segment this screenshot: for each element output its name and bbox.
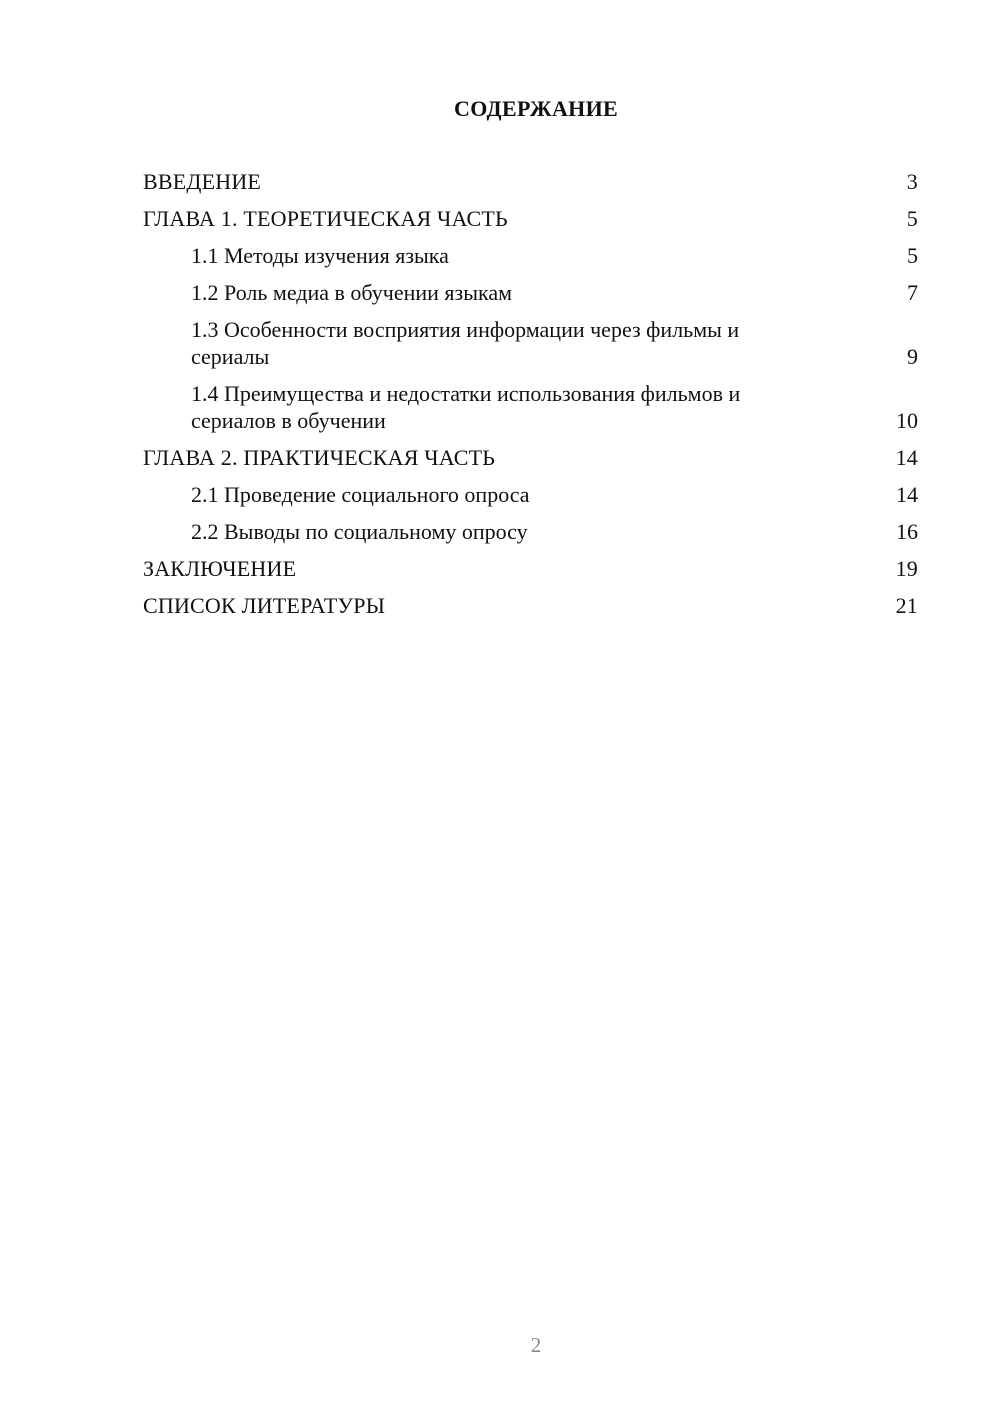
toc-entry-chapter-1[interactable] xyxy=(143,205,918,232)
toc-entry-page: 9 xyxy=(907,344,918,369)
toc-entry-introduction[interactable] xyxy=(143,168,918,195)
toc-entry-section-2-2[interactable] xyxy=(143,518,918,545)
toc-entry-label: 2.1 Проведение социального опроса xyxy=(191,482,530,507)
toc-entry-page: 19 xyxy=(895,556,918,581)
toc-entry-section-1-2[interactable] xyxy=(143,279,918,306)
page-number: 2 xyxy=(530,1333,542,1357)
toc-entry-page: 14 xyxy=(896,482,918,507)
toc-entry-references[interactable] xyxy=(143,592,918,619)
toc-entry-page: 10 xyxy=(896,408,918,433)
table-of-contents xyxy=(143,168,918,629)
page-title: СОДЕРЖАНИЕ xyxy=(454,96,618,121)
toc-entry-section-1-4[interactable] xyxy=(143,380,918,434)
toc-entry-section-2-1[interactable] xyxy=(143,481,918,508)
toc-entry-label: 2.2 Выводы по социальному опросу xyxy=(191,519,528,544)
toc-entry-page: 3 xyxy=(906,169,918,194)
toc-entry-label: 1.2 Роль медиа в обучении языкам xyxy=(191,280,513,305)
toc-entry-label: 1.3 Особенности восприятия информации через фильмы и сериалы xyxy=(191,317,740,369)
toc-entry-label: ГЛАВА 2. ПРАКТИЧЕСКАЯ ЧАСТЬ xyxy=(143,445,496,470)
toc-entry-label: 1.4 Преимущества и недостатки использования фильмов и сериалов в обучении xyxy=(191,381,741,433)
toc-entry-page: 21 xyxy=(895,593,918,618)
toc-entry-page: 7 xyxy=(907,280,918,305)
toc-entry-label: ВВЕДЕНИЕ xyxy=(143,169,262,194)
toc-entry-page: 14 xyxy=(895,445,918,470)
toc-entry-section-1-3[interactable] xyxy=(143,316,918,370)
toc-entry-page: 16 xyxy=(896,519,918,544)
toc-entry-label: ГЛАВА 1. ТЕОРЕТИЧЕСКАЯ ЧАСТЬ xyxy=(143,206,508,231)
toc-entry-label: 1.1 Методы изучения языка xyxy=(191,243,449,268)
toc-entry-page: 5 xyxy=(906,206,918,231)
toc-entry-conclusion[interactable] xyxy=(143,555,918,582)
toc-entry-label: ЗАКЛЮЧЕНИЕ xyxy=(143,556,297,581)
toc-entry-page: 5 xyxy=(907,243,918,268)
toc-entry-chapter-2[interactable] xyxy=(143,444,918,471)
toc-entry-label: СПИСОК ЛИТЕРАТУРЫ xyxy=(143,593,386,618)
toc-entry-section-1-1[interactable] xyxy=(143,242,918,269)
